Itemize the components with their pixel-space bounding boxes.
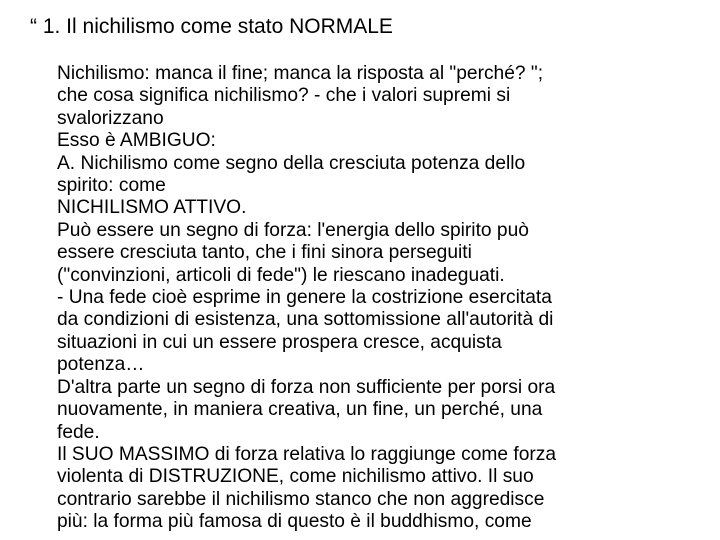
body-line: Esso è AMBIGUO: bbox=[57, 130, 216, 152]
body-line: NICHILISMO ATTIVO. bbox=[57, 197, 247, 219]
body-line: più: la forma più famosa di questo è il buddhismo, come bbox=[57, 511, 532, 533]
body-line: contrario sarebbe il nichilismo stanco che non aggredisce bbox=[57, 488, 545, 510]
body-line: Il SUO MASSIMO di forza relativa lo raggiunge come forza bbox=[57, 443, 557, 465]
body-line: fede. bbox=[57, 421, 100, 443]
body-line: Nichilismo: manca il fine; manca la risposta al "perché? "; bbox=[57, 63, 544, 84]
body-line: potenza… bbox=[57, 354, 145, 376]
body-line: essere cresciuta tanto, che i fini sinora perseguiti bbox=[57, 242, 472, 264]
slide-body bbox=[57, 63, 717, 534]
body-line: che cosa significa nichilismo? - che i valori supremi si bbox=[57, 85, 511, 107]
body-line: - Una fede cioè esprime in genere la costrizione esercitata bbox=[57, 287, 552, 309]
body-line: violenta di DISTRUZIONE, come nichilismo attivo. Il suo bbox=[57, 466, 534, 488]
body-line: D'altra parte un segno di forza non sufficiente per porsi ora bbox=[57, 376, 556, 398]
body-line: situazioni in cui un essere prospera cresce, acquista bbox=[57, 331, 502, 353]
body-line: svalorizzano bbox=[57, 107, 164, 129]
slide-title: “ 1. Il nichilismo come stato NORMALE bbox=[30, 15, 393, 38]
body-line: spirito: come bbox=[57, 175, 166, 197]
body-line: nuovamente, in maniera creativa, un fine, un perché, una bbox=[57, 399, 543, 421]
body-line: A. Nichilismo come segno della cresciuta potenza dello bbox=[57, 152, 526, 174]
body-line: Può essere un segno di forza: l'energia dello spirito può bbox=[57, 219, 529, 241]
body-line: ("convinzioni, articoli di fede") le riescano inadeguati. bbox=[57, 264, 505, 286]
body-line: da condizioni di esistenza, una sottomissione all'autorità di bbox=[57, 309, 554, 331]
